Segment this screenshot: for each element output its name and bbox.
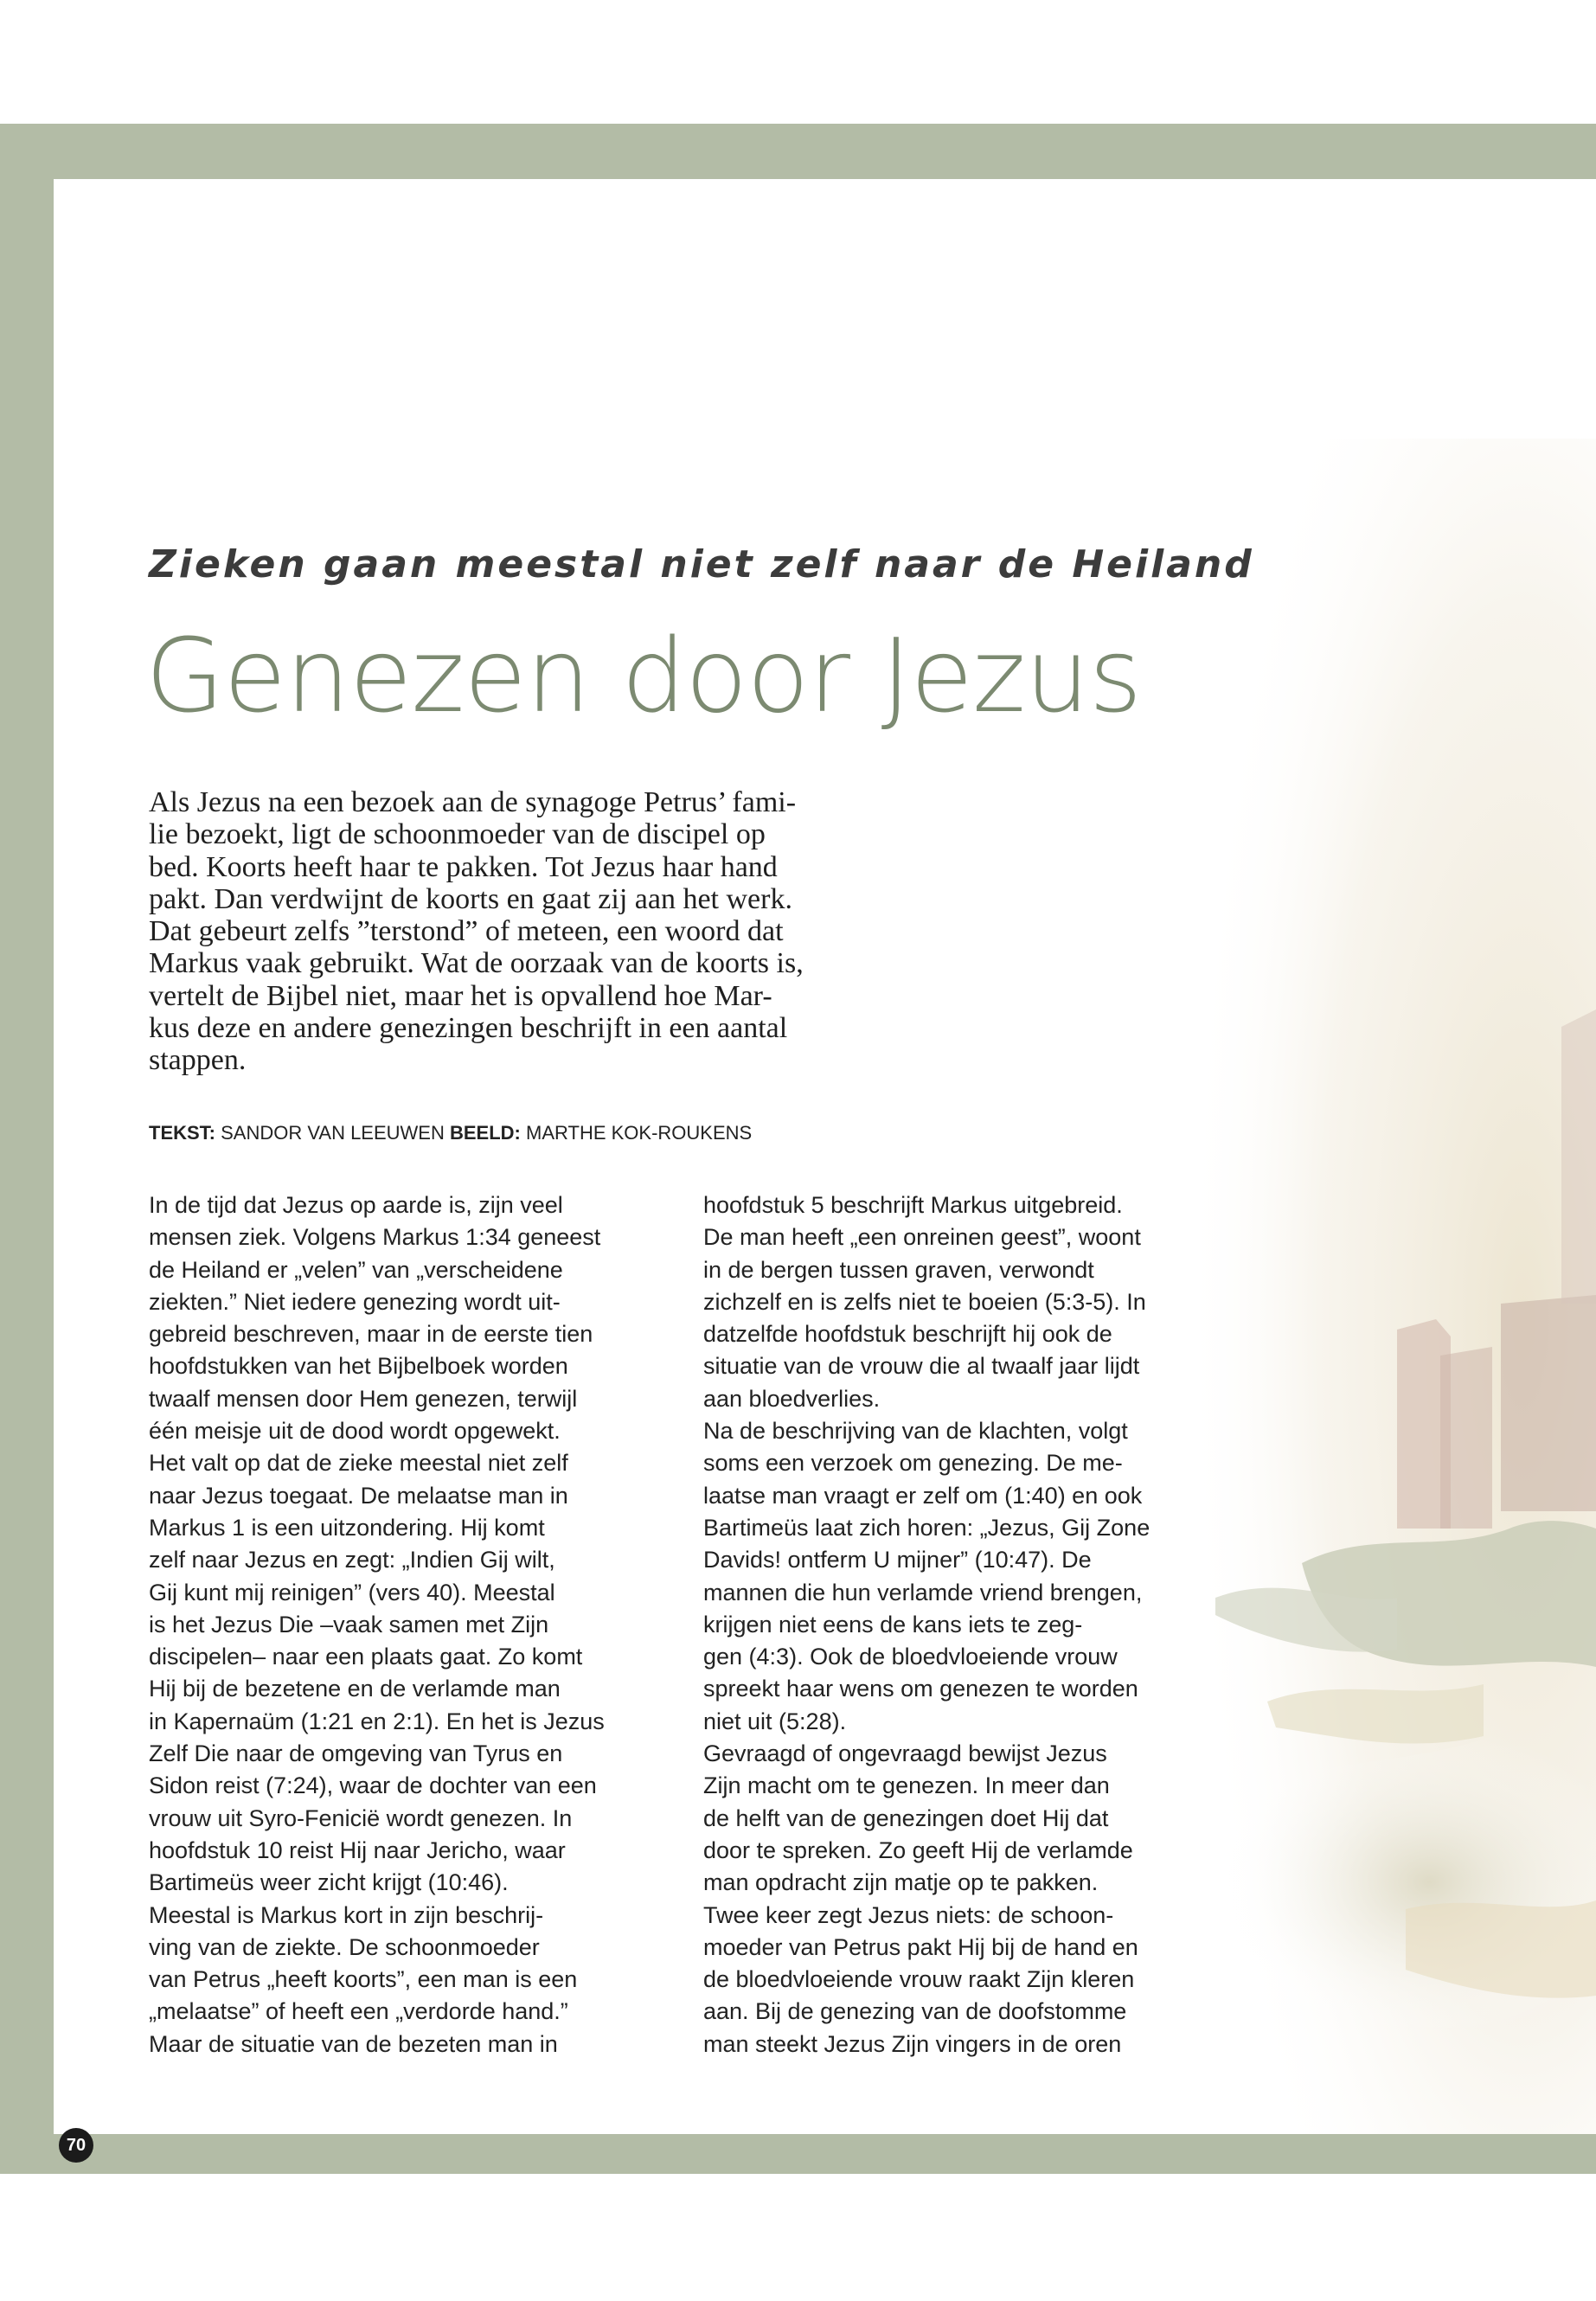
body-line: zichzelf en is zelfs niet te boeien (5:3-5). In <box>703 1288 1146 1315</box>
body-column-right <box>703 1189 1240 2061</box>
body-line: niet uit (5:28). <box>703 1708 847 1734</box>
body-line: In de tijd dat Jezus op aarde is, zijn veel <box>149 1192 563 1218</box>
body-line: aan. Bij de genezing van de doofstomme <box>703 1998 1127 2025</box>
page-number-badge: 70 <box>59 2128 93 2163</box>
body-line: Markus 1 is een uitzondering. Hij komt <box>149 1514 545 1541</box>
body-line: Meestal is Markus kort in zijn beschrij- <box>149 1901 544 1928</box>
body-line: Het valt op dat de zieke meestal niet zelf <box>149 1450 568 1477</box>
article-title: Genezen door Jezus <box>145 616 1142 735</box>
body-line: Hij bij de bezetene en de verlamde man <box>149 1676 561 1702</box>
text-credit-author: SANDOR VAN LEEUWEN <box>221 1122 445 1144</box>
body-line: Bartimeüs laat zich horen: „Jezus, Gij Zone <box>703 1514 1151 1541</box>
body-line: Maar de situatie van de bezeten man in <box>149 2030 558 2057</box>
body-line: man opdracht zijn matje op te pakken. <box>703 1869 1099 1896</box>
body-line: Gij kunt mij reinigen” (vers 40). Meestal <box>149 1579 555 1606</box>
body-line: Twee keer zegt Jezus niets: de schoon- <box>703 1901 1114 1928</box>
body-line: Sidon reist (7:24), waar de dochter van een <box>149 1772 597 1799</box>
body-line: Davids! ontferm U mijner” (10:47). De <box>703 1547 1092 1574</box>
intro-line: vertelt de Bijbel niet, maar het is opvallend hoe Mar- <box>149 979 772 1012</box>
body-line: Gevraagd of ongevraagd bewijst Jezus <box>703 1740 1107 1767</box>
body-line: hoofdstukken van het Bijbelboek worden <box>149 1353 568 1380</box>
body-line: zelf naar Jezus en zegt: „Indien Gij wilt, <box>149 1547 555 1574</box>
body-line: vrouw uit Syro-Fenicië wordt genezen. In <box>149 1804 573 1831</box>
page-frame <box>0 124 1596 2174</box>
body-line: aan bloedverlies. <box>703 1385 881 1412</box>
body-line: is het Jezus Die –vaak samen met Zijn <box>149 1611 549 1638</box>
body-line: Bartimeüs weer zicht krijgt (10:46). <box>149 1869 509 1896</box>
body-line: ziekten.” Niet iedere genezing wordt uit- <box>149 1288 561 1315</box>
body-line: Zijn macht om te genezen. In meer dan <box>703 1772 1110 1799</box>
body-line: mensen ziek. Volgens Markus 1:34 geneest <box>149 1224 601 1251</box>
body-line: man steekt Jezus Zijn vingers in de oren <box>703 2030 1122 2057</box>
article-subtitle: Zieken gaan meestal niet zelf naar de Heiland <box>149 542 1254 586</box>
intro-line: Markus vaak gebruikt. Wat de oorzaak van de koorts is, <box>149 947 804 980</box>
body-line: soms een verzoek om genezing. De me- <box>703 1450 1123 1477</box>
body-line: mannen die hun verlamde vriend brengen, <box>703 1579 1143 1606</box>
body-line: hoofdstuk 10 reist Hij naar Jericho, waar <box>149 1836 566 1863</box>
intro-line: lie bezoekt, ligt de schoonmoeder van de discipel op <box>149 818 766 851</box>
article-credits <box>149 1122 752 1144</box>
body-column-left <box>149 1189 685 2061</box>
body-line: gebreid beschreven, maar in de eerste tien <box>149 1321 593 1348</box>
body-line: in de bergen tussen graven, verwondt <box>703 1256 1094 1283</box>
body-line: discipelen– naar een plaats gaat. Zo komt <box>149 1644 583 1670</box>
body-line: „melaatse” of heeft een „verdorde hand.” <box>149 1998 568 2025</box>
page-content <box>54 179 1596 2155</box>
text-credit-label: TEKST: <box>149 1122 215 1144</box>
article-intro <box>149 786 979 1077</box>
image-credit-author: MARTHE KOK-ROUKENS <box>526 1122 753 1144</box>
image-credit-label: BEELD: <box>450 1122 521 1144</box>
body-line: laatse man vraagt er zelf om (1:40) en ook <box>703 1482 1143 1509</box>
body-line: in Kapernaüm (1:21 en 2:1). En het is Jezus <box>149 1708 605 1734</box>
body-line: de Heiland er „velen” van „verscheidene <box>149 1256 563 1283</box>
body-line: één meisje uit de dood wordt opgewekt. <box>149 1418 561 1445</box>
intro-line: kus deze en andere genezingen beschrijft in een aantal <box>149 1012 788 1045</box>
body-line: door te spreken. Zo geeft Hij de verlamde <box>703 1836 1133 1863</box>
body-line: Na de beschrijving van de klachten, volgt <box>703 1418 1128 1445</box>
body-line: moeder van Petrus pakt Hij bij de hand en <box>703 1933 1138 1960</box>
intro-line: bed. Koorts heeft haar te pakken. Tot Jezus haar hand <box>149 850 778 883</box>
body-line: de bloedvloeiende vrouw raakt Zijn kleren <box>703 1966 1135 1993</box>
intro-line: Als Jezus na een bezoek aan de synagoge Petrus’ fami- <box>149 786 797 818</box>
body-line: van Petrus „heeft koorts”, een man is een <box>149 1966 578 1993</box>
body-line: naar Jezus toegaat. De melaatse man in <box>149 1482 568 1509</box>
intro-line: stappen. <box>149 1044 247 1077</box>
body-line: twaalf mensen door Hem genezen, terwijl <box>149 1385 578 1412</box>
body-line: ving van de ziekte. De schoonmoeder <box>149 1933 540 1960</box>
body-line: spreekt haar wens om genezen te worden <box>703 1676 1138 1702</box>
body-line: krijgen niet eens de kans iets te zeg- <box>703 1611 1083 1638</box>
intro-line: Dat gebeurt zelfs ”terstond” of meteen, een woord dat <box>149 915 784 948</box>
body-line: situatie van de vrouw die al twaalf jaar lijdt <box>703 1353 1140 1380</box>
body-line: Zelf Die naar de omgeving van Tyrus en <box>149 1740 563 1767</box>
body-line: hoofdstuk 5 beschrijft Markus uitgebreid. <box>703 1192 1123 1218</box>
body-line: datzelfde hoofdstuk beschrijft hij ook de <box>703 1321 1112 1348</box>
body-line: de helft van de genezingen doet Hij dat <box>703 1804 1109 1831</box>
body-line: De man heeft „een onreinen geest”, woont <box>703 1224 1141 1251</box>
intro-line: pakt. Dan verdwijnt de koorts en gaat zij aan het werk. <box>149 882 792 915</box>
body-line: gen (4:3). Ook de bloedvloeiende vrouw <box>703 1644 1118 1670</box>
